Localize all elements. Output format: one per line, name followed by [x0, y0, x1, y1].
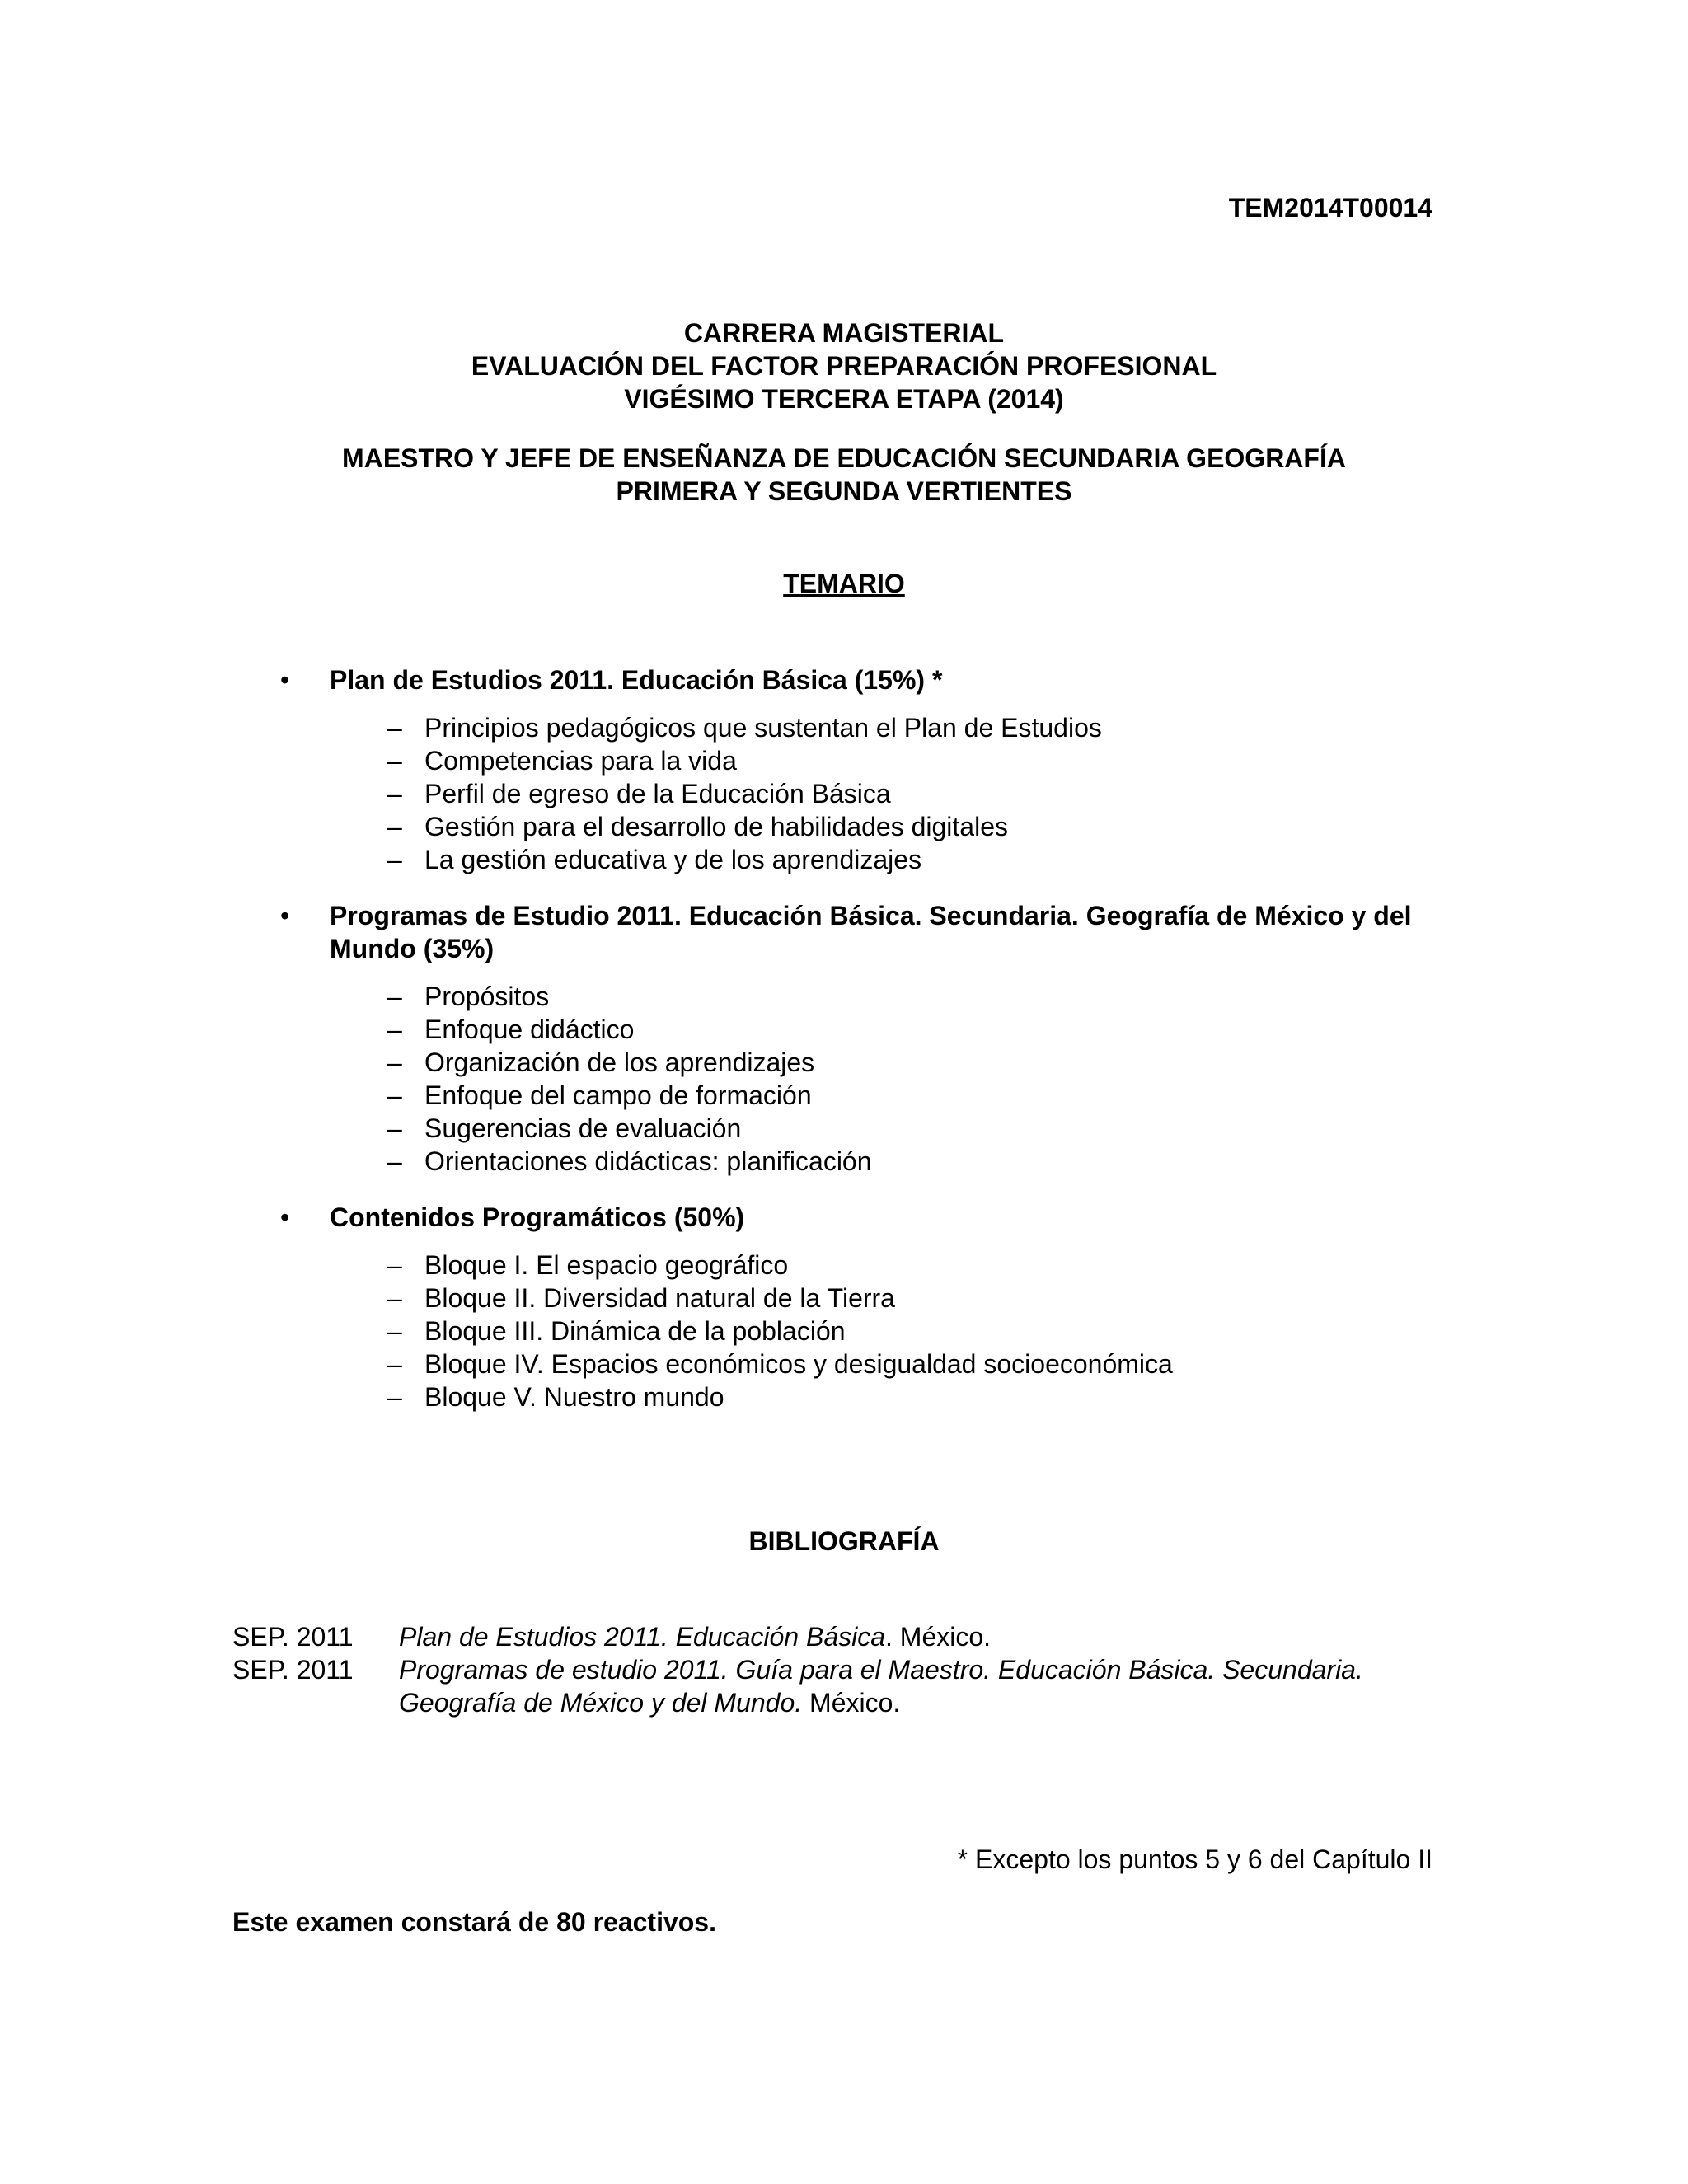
subitem-text: Bloque III. Dinámica de la población [424, 1316, 846, 1346]
header-line: EVALUACIÓN DEL FACTOR PREPARACIÓN PROFESIONAL [471, 351, 1217, 381]
closing-statement: Este examen constará de 80 reactivos. [232, 1907, 716, 1937]
subheader-line: MAESTRO Y JEFE DE ENSEÑANZA DE EDUCACIÓN SECUNDARIA GEOGRAFÍA [342, 443, 1346, 473]
header-line: VIGÉSIMO TERCERA ETAPA (2014) [624, 384, 1064, 414]
subitem-text: Bloque II. Diversidad natural de la Tierra [424, 1283, 895, 1313]
document-code: TEM2014T00014 [1228, 193, 1432, 223]
dash-icon: – [387, 1015, 402, 1044]
bibliography-text [399, 1653, 1444, 1719]
subheader-line: PRIMERA Y SEGUNDA VERTIENTES [616, 476, 1072, 506]
subitem-text: Competencias para la vida [424, 746, 737, 776]
subitem-text: La gestión educativa y de los aprendizajes [424, 845, 922, 874]
dash-icon: – [387, 1113, 402, 1143]
subitem [330, 1145, 1434, 1178]
bibliography-title: BIBLIOGRAFÍA [748, 1526, 940, 1556]
bibliography-text [399, 1620, 1444, 1653]
subitem-text: Orientaciones didácticas: planificación [424, 1146, 872, 1176]
subitem [330, 777, 1434, 810]
bibliography-source: SEP. 2011 [232, 1655, 354, 1685]
topic-item [280, 1201, 1434, 1413]
subitem-text: Enfoque didáctico [424, 1015, 635, 1044]
subitem [330, 1249, 1434, 1282]
dash-icon: – [387, 1382, 402, 1412]
bibliography-entry [232, 1620, 1444, 1653]
bibliography-source: SEP. 2011 [232, 1622, 354, 1652]
bibliography-work-title: Programas de estudio 2011. Guía para el Maestro. Educación Básica. Secundaria. Geografía de México y del Mundo. [399, 1655, 1363, 1718]
dash-icon: – [387, 1349, 402, 1379]
dash-icon: – [387, 1316, 402, 1346]
subitem [330, 1282, 1434, 1315]
dash-icon: – [387, 1047, 402, 1077]
subitem [330, 1046, 1434, 1079]
dash-icon: – [387, 1283, 402, 1313]
bibliography-list [232, 1620, 1444, 1719]
topic-title: Contenidos Programáticos (50%) [330, 1202, 745, 1232]
bullet-icon: • [280, 665, 290, 695]
subitem-text: Propósitos [424, 982, 550, 1011]
header-line: CARRERA MAGISTERIAL [683, 318, 1005, 348]
bullet-icon: • [280, 901, 290, 930]
subitem [330, 1315, 1434, 1347]
subitem [330, 711, 1434, 744]
subitem-text: Gestión para el desarrollo de habilidades digitales [424, 812, 1008, 841]
subitem [330, 810, 1434, 843]
bibliography-work-title: Plan de Estudios 2011. Educación Básica [399, 1622, 886, 1652]
footnote: * Excepto los puntos 5 y 6 del Capítulo II [957, 1844, 1432, 1874]
subitem [330, 744, 1434, 777]
dash-icon: – [387, 746, 402, 776]
bibliography-suffix: México. [802, 1688, 901, 1718]
topic-item [280, 663, 1434, 876]
bullet-icon: • [280, 1202, 290, 1232]
dash-icon: – [387, 1250, 402, 1280]
topic-title: Plan de Estudios 2011. Educación Básica (15%) * [330, 665, 943, 695]
bibliography-suffix: . México. [885, 1622, 992, 1652]
subitem-list [330, 1249, 1434, 1413]
topic-list [280, 663, 1434, 1436]
dash-icon: – [387, 812, 402, 841]
dash-icon: – [387, 713, 402, 743]
bibliography-entry [232, 1653, 1444, 1719]
subitem-text: Principios pedagógicos que sustentan el Plan de Estudios [424, 713, 1102, 743]
subitem-text: Bloque I. El espacio geográfico [424, 1250, 789, 1280]
subitem [330, 1347, 1434, 1380]
subitem-text: Bloque IV. Espacios económicos y desigualdad socioeconómica [424, 1349, 1173, 1379]
subitem [330, 980, 1434, 1013]
subitem-text: Sugerencias de evaluación [424, 1113, 742, 1143]
subitem-text: Organización de los aprendizajes [424, 1047, 815, 1077]
subitem-text: Enfoque del campo de formación [424, 1080, 812, 1110]
document-header [0, 316, 1688, 415]
dash-icon: – [387, 845, 402, 874]
dash-icon: – [387, 1080, 402, 1110]
temario-title: TEMARIO [783, 569, 905, 598]
subitem [330, 1380, 1434, 1413]
dash-icon: – [387, 982, 402, 1011]
topic-item [280, 899, 1434, 1178]
topic-title: Programas de Estudio 2011. Educación Básica. Secundaria. Geografía de México y del Mundo (35%) [330, 901, 1412, 963]
subitem-text: Perfil de egreso de la Educación Básica [424, 779, 891, 808]
dash-icon: – [387, 779, 402, 808]
subitem-list [330, 711, 1434, 876]
subitem [330, 1079, 1434, 1112]
subitem-text: Bloque V. Nuestro mundo [424, 1382, 724, 1412]
subitem [330, 1013, 1434, 1046]
subitem-list [330, 980, 1434, 1178]
subitem [330, 1112, 1434, 1145]
subitem [330, 843, 1434, 876]
dash-icon: – [387, 1146, 402, 1176]
document-subheader [0, 442, 1688, 508]
